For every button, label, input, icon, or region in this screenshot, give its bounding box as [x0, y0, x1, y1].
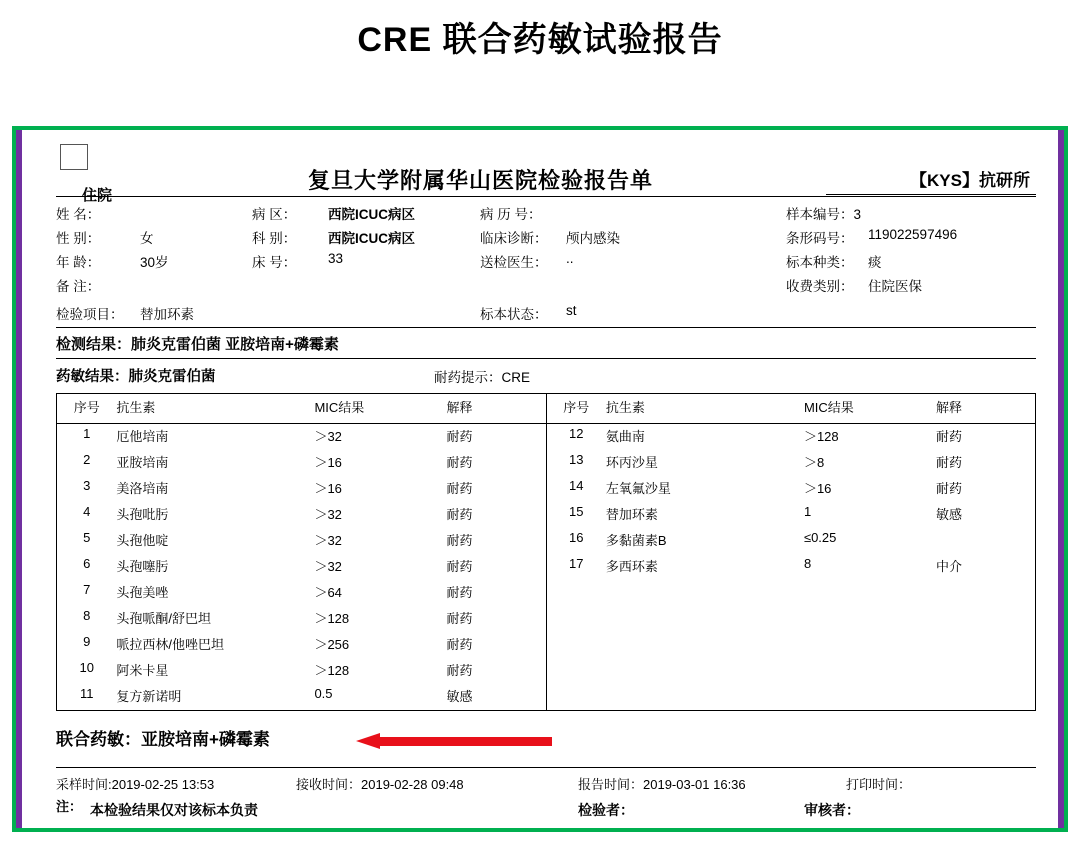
case-no-label: 病 历 号： [480, 207, 542, 222]
cell-no: 16 [568, 530, 584, 545]
table-row-empty [547, 606, 1036, 632]
cell-no: 15 [568, 504, 584, 519]
bed-value: 33 [328, 251, 344, 266]
report-time: 报告时间：2019-03-01 16:36 [578, 777, 746, 792]
ward-label: 病 区： [252, 207, 297, 222]
cell-antibiotic: 左氧氟沙星 [605, 481, 671, 496]
cell-antibiotic: 替加环素 [605, 507, 658, 522]
cell-antibiotic: 阿米卡星 [116, 663, 169, 678]
ast-left-table [57, 394, 546, 710]
cell-interp: 敏感 [446, 689, 473, 704]
cell-interp: 耐药 [935, 429, 962, 444]
combination-result-row [56, 721, 1036, 761]
cell-no: 7 [83, 582, 91, 597]
specimen-state-label: 标本状态： [480, 307, 548, 322]
patient-type-label: 住院 [82, 187, 113, 204]
cell-interp: 耐药 [446, 637, 473, 652]
lab-report-document [38, 136, 1054, 828]
cell-no: 5 [83, 530, 91, 545]
name-label: 姓 名： [56, 207, 101, 222]
cell-no: 12 [568, 426, 584, 441]
col-antibiotic: 抗生素 [116, 394, 314, 424]
red-arrow-annotation [356, 733, 552, 749]
col-mic: MIC结果 [804, 394, 936, 424]
cell-antibiotic: 亚胺培南 [116, 455, 169, 470]
col-no: 序号 [57, 394, 116, 424]
cell-no: 9 [83, 634, 91, 649]
cell-interp: 耐药 [446, 533, 473, 548]
cell-mic: ＞32 [314, 507, 342, 522]
ast-table [56, 393, 1036, 711]
cell-interp: 耐药 [446, 611, 473, 626]
cell-no: 14 [568, 478, 584, 493]
cell-mic: ＞16 [803, 481, 832, 496]
cell-antibiotic: 头孢吡肟 [116, 507, 169, 522]
table-header-row [57, 394, 546, 424]
patient-info-block [56, 197, 1036, 303]
fee-label: 收费类别： [786, 279, 854, 294]
specimen-value: 痰 [868, 255, 882, 270]
table-header-row [547, 394, 1036, 424]
cell-mic: ＞32 [314, 533, 342, 548]
table-row [57, 606, 546, 632]
print-time: 打印时间： [846, 777, 912, 792]
cell-no: 13 [568, 452, 584, 467]
sample-no: 样本编号：3 [786, 207, 862, 222]
diagnosis-value: 颅内感染 [566, 231, 620, 246]
report-header [38, 136, 1054, 204]
cell-antibiotic: 厄他培南 [116, 429, 169, 444]
table-row [547, 450, 1036, 476]
col-mic: MIC结果 [314, 394, 446, 424]
age-value: 30岁 [140, 255, 169, 270]
cell-no: 8 [83, 608, 91, 623]
cell-antibiotic: 环丙沙星 [605, 455, 658, 470]
col-interp: 解释 [936, 394, 1035, 424]
table-row [547, 502, 1036, 528]
ast-header-row [56, 359, 1036, 391]
dept-value: 西院ICUC病区 [328, 231, 415, 246]
cell-antibiotic: 哌拉西林/他唑巴坦 [116, 637, 225, 652]
cell-antibiotic: 头孢美唑 [116, 585, 169, 600]
cell-mic: ＞16 [314, 455, 342, 470]
cell-mic: 8 [803, 556, 812, 571]
cell-antibiotic: 复方新诺明 [116, 689, 182, 704]
table-row-empty [547, 632, 1036, 658]
cell-mic: ＞256 [314, 637, 350, 652]
cell-antibiotic: 多黏菌素B [605, 533, 667, 548]
table-row [57, 580, 546, 606]
cell-no: 10 [79, 660, 94, 675]
cell-interp: 耐药 [446, 585, 473, 600]
cell-interp: 耐药 [446, 559, 473, 574]
note-text: 本检验结果仅对该标本负责 [90, 802, 258, 818]
table-row [57, 658, 546, 684]
cell-mic: ＞64 [314, 585, 342, 600]
cell-antibiotic: 美洛培南 [116, 481, 169, 496]
cell-no: 1 [83, 426, 91, 441]
dept-stamp-underline [826, 194, 1036, 195]
ast-left-column [57, 394, 547, 711]
cell-interp: 耐药 [446, 455, 473, 470]
age-label: 年 龄： [56, 255, 101, 270]
reviewer-label: 审核者： [804, 802, 860, 818]
table-row [57, 502, 546, 528]
cell-no: 2 [83, 452, 91, 467]
cell-interp: 敏感 [935, 507, 962, 522]
combination-label: 联合药敏：亚胺培南+磷霉素 [56, 730, 270, 749]
cell-mic: ＞32 [314, 429, 342, 444]
dept-label: 科 别： [252, 231, 297, 246]
resistance-hint: 耐药提示：CRE [434, 370, 531, 385]
ast-right-table [547, 394, 1036, 710]
ast-right-column [546, 394, 1036, 711]
test-item-row [56, 303, 1036, 327]
receive-time: 接收时间：2019-02-28 09:48 [296, 777, 464, 792]
cell-interp: 中介 [935, 559, 962, 574]
ward-value: 西院ICUC病区 [328, 207, 415, 222]
report-outer-frame [12, 126, 1068, 832]
arrow-shaft [378, 737, 552, 746]
gender-value: 女 [140, 231, 154, 246]
dept-stamp: 【KYS】抗研所 [910, 171, 1030, 190]
col-no: 序号 [547, 394, 606, 424]
cell-mic: ＞128 [314, 663, 350, 678]
arrow-head-icon [356, 733, 380, 749]
table-row-empty [547, 684, 1036, 710]
table-row [57, 528, 546, 554]
specimen-label: 标本种类： [786, 255, 854, 270]
cell-no: 4 [83, 504, 91, 519]
table-row-empty [547, 580, 1036, 606]
page-title: CRE 联合药敏试验报告 [357, 21, 723, 59]
fee-value: 住院医保 [868, 279, 922, 294]
table-row [57, 450, 546, 476]
note-label: 注： [56, 799, 83, 814]
table-row [57, 554, 546, 580]
col-antibiotic: 抗生素 [606, 394, 804, 424]
cell-mic: ＞32 [314, 559, 342, 574]
report-inner-frame [16, 130, 1064, 828]
gender-label: 性 别： [56, 231, 101, 246]
cell-interp: 耐药 [446, 507, 473, 522]
table-row [57, 632, 546, 658]
cell-mic: ＞128 [314, 611, 350, 626]
detection-result-line: 检测结果：肺炎克雷伯菌 亚胺培南+磷霉素 [56, 336, 339, 353]
cell-antibiotic: 头孢他啶 [116, 533, 169, 548]
diagnosis-label: 临床诊断： [480, 231, 548, 246]
cell-antibiotic: 多西环素 [605, 559, 658, 574]
ast-label: 药敏结果：肺炎克雷伯菌 [56, 369, 216, 385]
cell-interp: 耐药 [446, 481, 473, 496]
cell-mic: ＞16 [314, 481, 342, 496]
barcode-value: 119022597496 [868, 227, 958, 242]
cell-interp: 耐药 [935, 455, 962, 470]
table-row [547, 528, 1036, 554]
cell-mic: ≤0.25 [803, 530, 837, 545]
tester-label: 检验者： [578, 802, 634, 818]
barcode-label: 条形码号： [786, 231, 854, 246]
cell-mic: 1 [803, 504, 812, 519]
cell-mic: ＞128 [803, 429, 839, 444]
table-row [547, 424, 1036, 451]
cell-antibiotic: 氨曲南 [605, 429, 645, 444]
cell-no: 3 [83, 478, 91, 493]
table-row [57, 424, 546, 451]
report-footer [56, 768, 1036, 836]
cell-no: 11 [79, 686, 94, 701]
remark-label: 备 注： [56, 279, 101, 294]
test-item-label: 检验项目： [56, 307, 124, 322]
cell-interp: 耐药 [446, 663, 473, 678]
table-row [547, 554, 1036, 580]
sampling-time: 采样时间:2019-02-25 13:53 [56, 777, 215, 792]
table-row [547, 476, 1036, 502]
table-row [57, 476, 546, 502]
cell-interp: 耐药 [446, 429, 473, 444]
doctor-value: .. [566, 251, 574, 266]
table-row-empty [547, 658, 1036, 684]
col-interp: 解释 [446, 394, 545, 424]
specimen-state-value: st [566, 303, 577, 318]
cell-interp: 耐药 [935, 481, 962, 496]
hospital-title: 复旦大学附属华山医院检验报告单 [308, 168, 654, 193]
cell-antibiotic: 头孢哌酮/舒巴坦 [116, 611, 212, 626]
cell-mic: ＞8 [803, 455, 825, 470]
cell-mic: 0.5 [314, 686, 333, 701]
cell-no: 17 [568, 556, 584, 571]
cell-no: 6 [83, 556, 91, 571]
cell-antibiotic: 头孢噻肟 [116, 559, 169, 574]
doctor-label: 送检医生： [480, 255, 548, 270]
bed-label: 床 号： [252, 255, 297, 270]
test-item-value: 替加环素 [140, 307, 194, 322]
cell-interp [936, 528, 1035, 554]
table-row [57, 684, 546, 710]
